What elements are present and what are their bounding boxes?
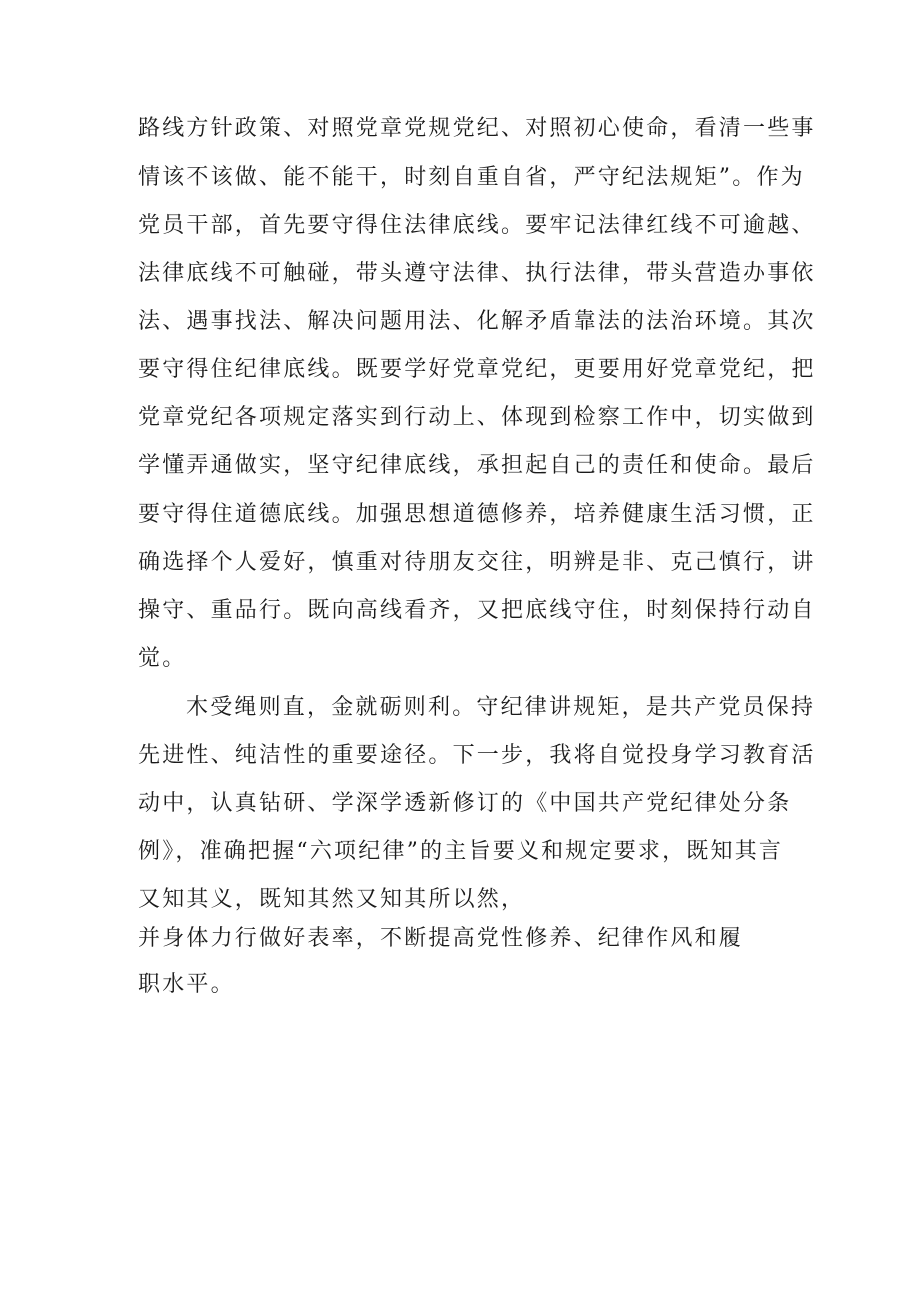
paragraph-1-line-1: 路线方针政策、对照党章党规党纪、对照初心使命，看清一些事 (138, 116, 816, 141)
paragraph-2-line-6: 并身体力行做好表率，不断提高党性修养、纪律作风和履 (138, 926, 744, 951)
paragraph-1-line-3: 党员干部，首先要守得住法律底线。要牢记法律红线不可逾越、 (138, 213, 816, 238)
paragraph-1-line-10: 确选择个人爱好，慎重对待朋友交往，明辨是非、克己慎行，讲 (138, 550, 816, 575)
paragraph-2-line-4: 例》，准确把握“六项纪律”的主旨要义和规定要求，既知其言 (138, 839, 784, 864)
paragraph-1-line-9: 要守得住道德底线。加强思想道德修养，培养健康生活习惯，正 (138, 502, 816, 527)
paragraph-2-line-3: 动中，认真钻研、学深学透新修订的《中国共产党纪律处分条 (138, 791, 792, 816)
paragraph-1-line-4: 法律底线不可触碰，带头遵守法律、执行法律，带头营造办事依 (138, 261, 816, 286)
paragraph-1-line-11: 操守、重品行。既向高线看齐，又把底线守住，时刻保持行动自 (138, 598, 816, 623)
paragraph-1-line-5: 法、遇事找法、解决问题用法、化解矛盾靠法的法治环境。其次 (138, 309, 816, 334)
paragraph-1-line-6: 要守得住纪律底线。既要学好党章党纪，更要用好党章党纪，把 (138, 357, 816, 382)
paragraph-1-line-7: 党章党纪各项规定落实到行动上、体现到检察工作中，切实做到 (138, 405, 816, 430)
paragraph-1-line-8: 学懂弄通做实，坚守纪律底线，承担起自己的责任和使命。最后 (138, 453, 816, 478)
paragraph-1-line-2: 情该不该做、能不能干，时刻自重自省，严守纪法规矩”。作为 (138, 165, 805, 190)
paragraph-2-line-7: 职水平。 (138, 972, 235, 997)
paragraph-2-line-5: 又知其义，既知其然又知其所以然， (138, 887, 526, 912)
paragraph-2-line-2: 先进性、纯洁性的重要途径。下一步，我将自觉投身学习教育活 (138, 743, 816, 768)
paragraph-2-line-1: 木受绳则直，金就砺则利。守纪律讲规矩，是共产党员保持 (186, 695, 816, 720)
paragraph-1-line-12: 觉。 (138, 646, 187, 671)
